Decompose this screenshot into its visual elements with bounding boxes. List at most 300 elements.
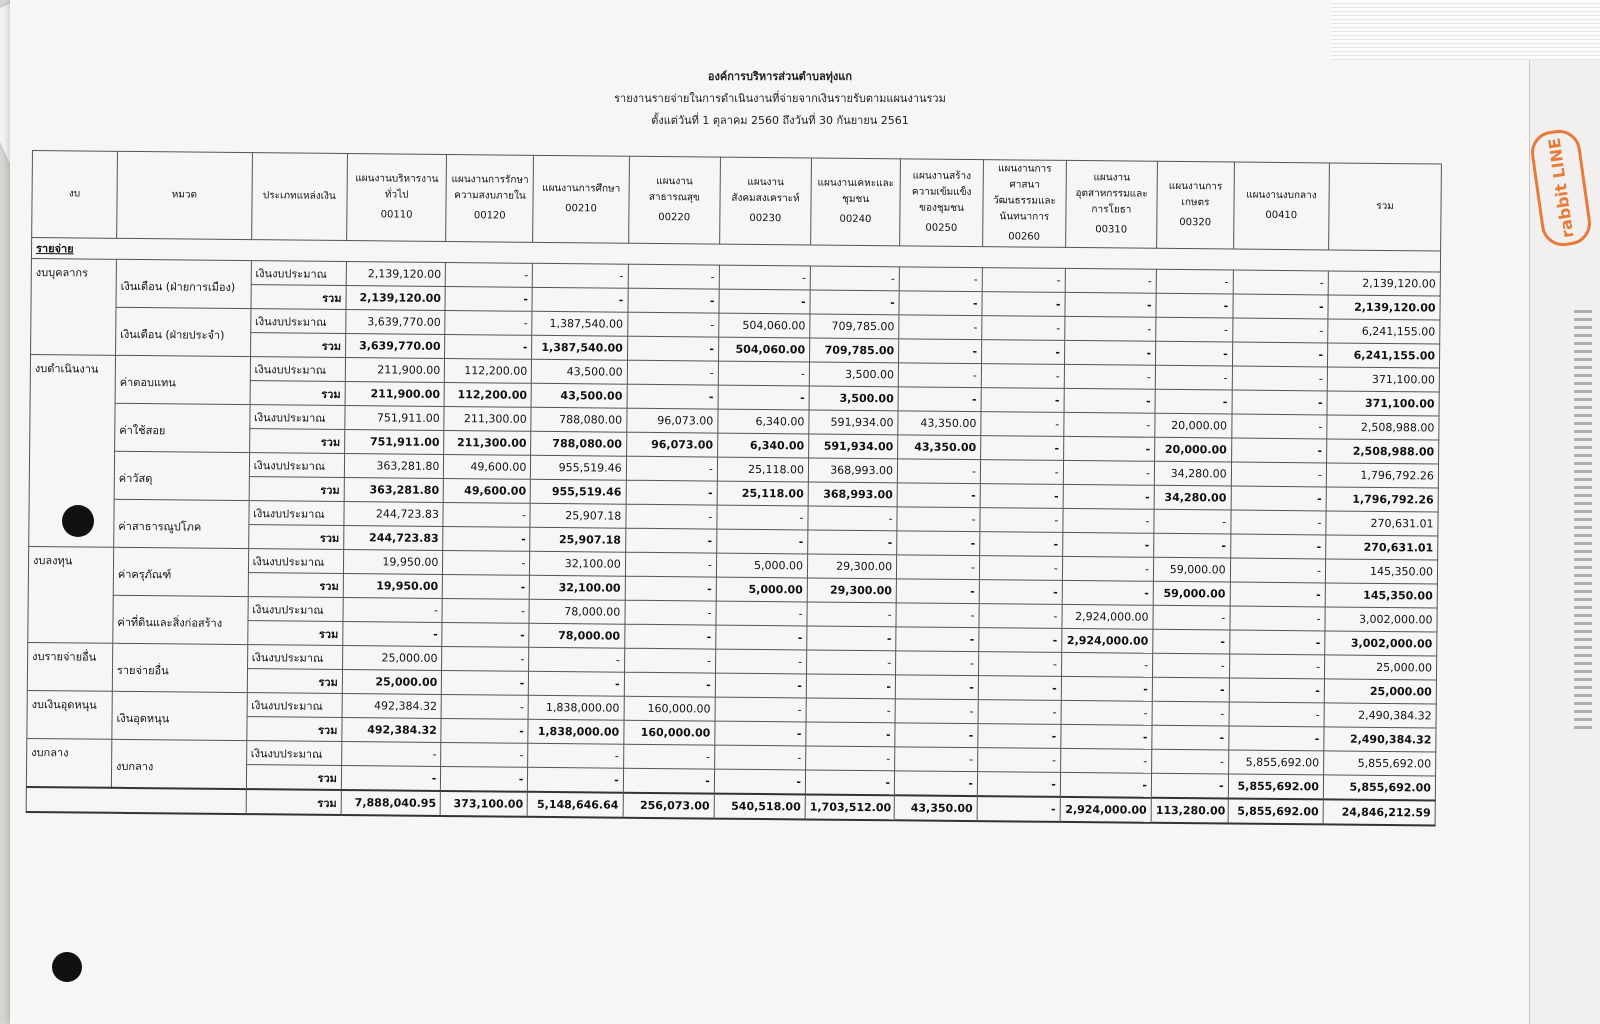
grand-total-cell: 373,100.00 [441, 791, 528, 817]
amount-cell: - [1062, 556, 1153, 581]
amount-cell: - [899, 291, 982, 316]
amount-cell: - [981, 412, 1064, 437]
amount-cell: 78,000.00 [529, 599, 625, 624]
amount-cell: - [980, 484, 1063, 509]
amount-cell: - [899, 267, 982, 292]
amount-cell: - [808, 530, 897, 555]
amount-cell: - [442, 622, 529, 647]
plan-name: แผนงานสาธารณสุข [648, 175, 700, 204]
amount-cell: 3,639,770.00 [345, 334, 445, 359]
row-total-cell: 270,631.01 [1326, 535, 1438, 560]
amount-cell: - [342, 742, 442, 767]
amount-cell: - [627, 336, 718, 361]
amount-cell: 2,139,120.00 [346, 262, 446, 287]
amount-cell: - [1152, 701, 1229, 726]
amount-cell: - [1153, 653, 1230, 678]
row-total-cell: 1,796,792.26 [1326, 463, 1438, 488]
amount-cell: - [442, 646, 529, 671]
amount-cell: 6,340.00 [717, 433, 808, 458]
amount-cell: - [1231, 438, 1327, 463]
amount-cell: - [627, 360, 718, 385]
grand-total-cell: 256,073.00 [623, 793, 714, 819]
amount-cell: 96,073.00 [626, 432, 717, 457]
plan-name: แผนงานการศาสนาวัฒนธรรมและนันทนาการ [993, 163, 1056, 223]
amount-cell: 751,911.00 [345, 406, 445, 431]
plan-name: แผนงานการเกษตร [1168, 180, 1223, 209]
amount-cell: - [1156, 293, 1233, 318]
subtotal-label: รวม [246, 717, 342, 742]
row-total-cell: 5,855,692.00 [1323, 775, 1435, 801]
amount-cell: - [807, 626, 896, 651]
amount-cell: - [623, 768, 714, 793]
report-period: ตั้งแต่วันที่ 1 ตุลาคม 2560 ถึงวันที่ 30 กันยายน 2561 [651, 114, 909, 127]
amount-cell: - [1228, 726, 1324, 751]
table-header-row [32, 151, 1442, 252]
amount-cell: - [1229, 678, 1325, 703]
plan-name: แผนงานงบกลาง [1246, 189, 1317, 202]
amount-cell: 1,838,000.00 [528, 719, 624, 744]
amount-cell: - [896, 579, 979, 604]
row-total-cell: 2,490,384.32 [1324, 727, 1436, 752]
amount-cell: - [715, 649, 806, 674]
amount-cell: 211,300.00 [444, 406, 531, 431]
amount-cell: - [627, 384, 718, 409]
amount-cell: - [442, 670, 529, 695]
amount-cell: - [532, 287, 628, 312]
source-label: เงินงบประมาณ [248, 549, 344, 574]
amount-cell: 43,350.00 [898, 435, 981, 460]
amount-cell: - [806, 722, 895, 747]
amount-cell: - [1155, 365, 1232, 390]
grand-total-spacer [26, 787, 246, 814]
amount-cell: - [808, 506, 897, 531]
amount-cell: - [897, 507, 980, 532]
amount-cell: 59,000.00 [1153, 557, 1230, 582]
amount-cell: - [1064, 340, 1155, 365]
col-total: รวม [1329, 163, 1442, 251]
amount-cell: 1,387,540.00 [532, 311, 628, 336]
amount-cell: - [1229, 630, 1325, 655]
amount-cell: - [1061, 652, 1152, 677]
amount-cell: 96,073.00 [627, 408, 718, 433]
amount-cell: - [714, 769, 805, 794]
grand-total-cell: 5,148,646.64 [528, 792, 624, 818]
category-name: รายจ่ายอื่น [112, 643, 247, 692]
amount-cell: - [718, 385, 809, 410]
row-total-cell: 2,508,988.00 [1327, 439, 1439, 464]
row-total-cell: 145,350.00 [1325, 583, 1437, 608]
budget-group-name: งบรายจ่ายอื่น [27, 642, 112, 691]
row-total-cell: 2,139,120.00 [1328, 295, 1440, 320]
amount-cell: 160,000.00 [624, 696, 715, 721]
row-total-cell: 2,139,120.00 [1328, 271, 1440, 296]
amount-cell: - [1233, 294, 1329, 319]
grand-total-cell: - [977, 796, 1060, 822]
amount-cell: 32,100.00 [530, 551, 626, 576]
amount-cell: 43,500.00 [532, 359, 628, 384]
amount-cell: - [806, 698, 895, 723]
amount-cell: - [979, 628, 1062, 653]
amount-cell: 492,384.32 [342, 718, 442, 743]
amount-cell: 49,600.00 [444, 454, 531, 479]
col-plan-00120 [446, 154, 534, 242]
amount-cell: 244,723.83 [344, 526, 444, 551]
amount-cell: - [1153, 605, 1230, 630]
amount-cell: - [1231, 510, 1327, 535]
amount-cell: 34,280.00 [1154, 461, 1231, 486]
amount-cell: 32,100.00 [530, 575, 626, 600]
row-total-cell: 5,855,692.00 [1324, 751, 1436, 776]
amount-cell: - [1156, 269, 1233, 294]
amount-cell: - [715, 673, 806, 698]
amount-cell: - [1065, 316, 1156, 341]
amount-cell: - [897, 459, 980, 484]
grand-total-cell: 113,280.00 [1151, 798, 1228, 824]
category-name: เงินเดือน (ฝ่ายประจำ) [115, 307, 250, 356]
amount-cell: 788,080.00 [531, 407, 627, 432]
amount-cell: - [897, 483, 980, 508]
amount-cell: - [1155, 389, 1232, 414]
amount-cell: - [714, 745, 805, 770]
amount-cell: - [980, 460, 1063, 485]
amount-cell: - [445, 286, 532, 311]
plan-code: 00220 [658, 212, 691, 224]
col-plan-00250 [900, 159, 984, 247]
amount-cell: - [979, 604, 1062, 629]
card-text-strip [1574, 310, 1592, 730]
amount-cell: 211,900.00 [345, 358, 445, 383]
col-plan-00410 [1233, 162, 1329, 250]
amount-cell: - [978, 700, 1061, 725]
amount-cell: - [1233, 270, 1329, 295]
budget-group-name: งบดำเนินงาน [29, 354, 116, 547]
amount-cell: - [624, 672, 715, 697]
rabbit-logo: rabbit LINE [1528, 127, 1594, 249]
amount-cell: - [805, 770, 894, 795]
col-plan-00310 [1065, 160, 1157, 248]
side-card [1529, 60, 1600, 1024]
amount-cell: 5,855,692.00 [1228, 774, 1324, 799]
amount-cell: 709,785.00 [810, 314, 899, 339]
amount-cell: - [894, 771, 977, 796]
amount-cell: 19,950.00 [343, 574, 443, 599]
amount-cell: 504,060.00 [718, 337, 809, 362]
subtotal-label: รวม [250, 333, 346, 358]
amount-cell: - [1061, 724, 1152, 749]
source-label: เงินงบประมาณ [249, 453, 345, 478]
subtotal-label: รวม [250, 381, 346, 406]
amount-cell: - [980, 508, 1063, 533]
amount-cell: - [807, 650, 896, 675]
amount-cell: - [443, 502, 530, 527]
amount-cell: - [625, 552, 716, 577]
grand-total-cell: 1,703,512.00 [805, 794, 894, 820]
amount-cell: - [897, 531, 980, 556]
category-name: ค่าใช้สอย [115, 403, 250, 452]
subtotal-label: รวม [246, 765, 342, 790]
amount-cell: 160,000.00 [624, 720, 715, 745]
amount-cell: - [895, 699, 978, 724]
amount-cell: - [1152, 677, 1229, 702]
budget-group-name: งบเงินอุดหนุน [27, 690, 112, 739]
amount-cell: 368,993.00 [808, 482, 897, 507]
plan-name: แผนงานบริหารงานทั่วไป [355, 173, 439, 201]
plan-code: 00250 [925, 222, 958, 234]
plan-code: 00410 [1265, 209, 1298, 222]
amount-cell: 2,139,120.00 [346, 286, 446, 311]
amount-cell: - [1230, 582, 1326, 607]
amount-cell: - [979, 580, 1062, 605]
amount-cell: - [1230, 558, 1326, 583]
amount-cell: 20,000.00 [1155, 413, 1232, 438]
amount-cell: 6,340.00 [718, 409, 809, 434]
amount-cell: - [625, 600, 716, 625]
amount-cell: - [528, 767, 624, 792]
plan-name: แผนงานเคหะและชุมชน [817, 177, 895, 206]
amount-cell: - [978, 652, 1061, 677]
amount-cell: 368,993.00 [808, 458, 897, 483]
amount-cell: 751,911.00 [345, 430, 445, 455]
budget-group-name: งบบุคลากร [31, 258, 117, 355]
source-label: เงินงบประมาณ [250, 357, 346, 382]
amount-cell: - [981, 388, 1064, 413]
amount-cell: - [719, 289, 810, 314]
amount-cell: - [978, 724, 1061, 749]
plan-code: 00230 [749, 212, 782, 225]
amount-cell: - [898, 363, 981, 388]
amount-cell: 25,118.00 [717, 457, 808, 482]
col-source: ประเภทแหล่งเงิน [251, 153, 347, 241]
budget-group-name: งบลงทุน [28, 546, 114, 643]
amount-cell: - [1152, 725, 1229, 750]
amount-cell: - [1232, 366, 1328, 391]
amount-cell: 5,000.00 [716, 553, 807, 578]
source-label: เงินงบประมาณ [251, 261, 347, 286]
amount-cell: - [341, 765, 441, 790]
amount-cell: 25,000.00 [342, 670, 442, 695]
amount-cell: - [1154, 533, 1231, 558]
amount-cell: 1,387,540.00 [532, 335, 628, 360]
amount-cell: 3,500.00 [809, 386, 898, 411]
col-plan-00230 [720, 157, 812, 245]
amount-cell: - [715, 721, 806, 746]
amount-cell: - [443, 550, 530, 575]
source-label: เงินงบประมาณ [248, 597, 344, 622]
category-name: ค่าวัสดุ [114, 451, 249, 500]
amount-cell: - [898, 387, 981, 412]
amount-cell: 211,300.00 [444, 430, 531, 455]
amount-cell: - [628, 288, 719, 313]
col-plan-00220 [628, 156, 720, 244]
amount-cell: 363,281.80 [344, 454, 444, 479]
grand-total-cell: 5,855,692.00 [1228, 799, 1324, 825]
expense-table-wrapper [26, 150, 1442, 827]
amount-cell: - [441, 742, 528, 767]
amount-cell: - [442, 598, 529, 623]
amount-cell: 25,000.00 [342, 646, 442, 671]
amount-cell: - [806, 674, 895, 699]
amount-cell: 25,118.00 [717, 481, 808, 506]
amount-cell: 244,723.83 [344, 502, 444, 527]
amount-cell: - [897, 555, 980, 580]
amount-cell: - [895, 723, 978, 748]
amount-cell: - [1060, 772, 1151, 797]
col-budget: งบ [32, 151, 118, 239]
amount-cell: - [807, 602, 896, 627]
amount-cell: - [895, 747, 978, 772]
category-name: เงินอุดหนุน [112, 691, 247, 740]
subtotal-label: รวม [247, 621, 343, 646]
row-total-cell: 2,490,384.32 [1324, 703, 1436, 728]
table-body [26, 238, 1440, 826]
row-total-cell: 6,241,155.00 [1328, 319, 1440, 344]
amount-cell: - [625, 576, 716, 601]
grand-total-label: รวม [246, 789, 342, 815]
row-total-cell: 3,002,000.00 [1325, 607, 1437, 632]
amount-cell: - [1063, 532, 1154, 557]
col-category: หมวด [117, 151, 253, 239]
amount-cell: - [445, 310, 532, 335]
punch-hole [52, 952, 82, 982]
amount-cell: - [1229, 654, 1325, 679]
amount-cell: - [441, 694, 528, 719]
amount-cell: - [896, 603, 979, 628]
amount-cell: - [719, 265, 810, 290]
amount-cell: - [899, 339, 982, 364]
amount-cell: - [1061, 676, 1152, 701]
subtotal-label: รวม [248, 573, 344, 598]
amount-cell: - [717, 529, 808, 554]
amount-cell: - [625, 528, 716, 553]
plan-code: 00260 [1008, 231, 1041, 243]
amount-cell: 29,300.00 [807, 554, 896, 579]
row-total-cell: 371,100.00 [1327, 391, 1439, 416]
amount-cell: - [626, 480, 717, 505]
row-total-cell: 6,241,155.00 [1327, 343, 1439, 368]
amount-cell: - [1063, 436, 1154, 461]
budget-group-name: งบกลาง [26, 738, 111, 787]
row-total-cell: 2,508,988.00 [1327, 415, 1439, 440]
amount-cell: 19,950.00 [343, 550, 443, 575]
amount-cell: 492,384.32 [342, 694, 442, 719]
amount-cell: - [441, 718, 528, 743]
amount-cell: 49,600.00 [444, 478, 531, 503]
plan-name: แผนงานสร้างความเข้มแข็งของชุมชน [911, 170, 972, 214]
amount-cell: 955,519.46 [531, 455, 627, 480]
grand-total-cell: 7,888,040.95 [341, 790, 441, 816]
source-label: เงินงบประมาณ [247, 645, 343, 670]
amount-cell: 5,000.00 [716, 577, 807, 602]
subtotal-label: รวม [248, 525, 344, 550]
amount-cell: - [624, 648, 715, 673]
amount-cell: 43,350.00 [898, 411, 981, 436]
amount-cell: - [979, 556, 1062, 581]
amount-cell: - [895, 675, 978, 700]
amount-cell: 955,519.46 [531, 479, 627, 504]
amount-cell: - [982, 316, 1065, 341]
amount-cell: - [1231, 414, 1327, 439]
amount-cell: - [1064, 388, 1155, 413]
category-name: ค่าสาธารณูปโภค [114, 499, 249, 548]
amount-cell: - [624, 624, 715, 649]
amount-cell: - [981, 364, 1064, 389]
plan-name: แผนงานการศึกษา [542, 182, 621, 195]
amount-cell: 34,280.00 [1154, 485, 1231, 510]
amount-cell: - [343, 622, 443, 647]
amount-cell: - [981, 340, 1064, 365]
amount-cell: - [981, 436, 1064, 461]
amount-cell: - [529, 671, 625, 696]
amount-cell: - [1154, 509, 1231, 534]
amount-cell: - [628, 264, 719, 289]
amount-cell: - [810, 290, 899, 315]
amount-cell: 591,934.00 [809, 434, 898, 459]
amount-cell: - [806, 746, 895, 771]
category-name: ค่าครุภัณฑ์ [113, 547, 248, 596]
amount-cell: - [1060, 748, 1151, 773]
amount-cell: - [980, 532, 1063, 557]
amount-cell: 20,000.00 [1155, 437, 1232, 462]
source-label: เงินงบประมาณ [249, 405, 345, 430]
amount-cell: - [899, 315, 982, 340]
amount-cell: - [1063, 484, 1154, 509]
amount-cell: - [1065, 268, 1156, 293]
grand-total-cell: 43,350.00 [894, 795, 977, 821]
row-total-cell: 25,000.00 [1324, 679, 1436, 704]
amount-cell: - [1232, 390, 1328, 415]
amount-cell: - [1232, 318, 1328, 343]
amount-cell: 3,500.00 [809, 362, 898, 387]
amount-cell: - [1064, 412, 1155, 437]
amount-cell: - [528, 743, 624, 768]
col-plan-00110 [347, 154, 447, 242]
source-label: เงินงบประมาณ [246, 741, 342, 766]
amount-cell: - [1064, 364, 1155, 389]
amount-cell: - [1232, 342, 1328, 367]
amount-cell: - [1156, 341, 1233, 366]
subtotal-label: รวม [251, 285, 347, 310]
plan-code: 00320 [1179, 217, 1212, 229]
amount-cell: - [717, 505, 808, 530]
amount-cell: - [715, 697, 806, 722]
amount-cell: 1,838,000.00 [528, 695, 624, 720]
row-total-cell: 371,100.00 [1327, 367, 1439, 392]
plan-code: 00110 [380, 209, 413, 221]
row-total-cell: 145,350.00 [1325, 559, 1437, 584]
amount-cell: 2,924,000.00 [1062, 604, 1153, 629]
amount-cell: 43,500.00 [531, 383, 627, 408]
amount-cell: - [810, 266, 899, 291]
plan-code: 00240 [839, 213, 872, 226]
grand-total-cell: 540,518.00 [714, 794, 805, 820]
category-name: งบกลาง [111, 739, 246, 789]
amount-cell: 709,785.00 [810, 338, 899, 363]
amount-cell: - [896, 651, 979, 676]
col-plan-00240 [811, 158, 901, 246]
plan-code: 00210 [565, 203, 597, 215]
category-name: ค่าตอบแทน [115, 355, 250, 404]
amount-cell: - [718, 361, 809, 386]
amount-cell: - [1063, 460, 1154, 485]
paper-stack [1330, 0, 1600, 60]
amount-cell: 25,907.18 [530, 527, 626, 552]
amount-cell: - [896, 627, 979, 652]
amount-cell: 78,000.00 [529, 623, 625, 648]
amount-cell: - [1153, 629, 1230, 654]
amount-cell: 211,900.00 [345, 382, 445, 407]
amount-cell: - [623, 744, 714, 769]
grand-total-cell: 2,924,000.00 [1060, 797, 1151, 823]
